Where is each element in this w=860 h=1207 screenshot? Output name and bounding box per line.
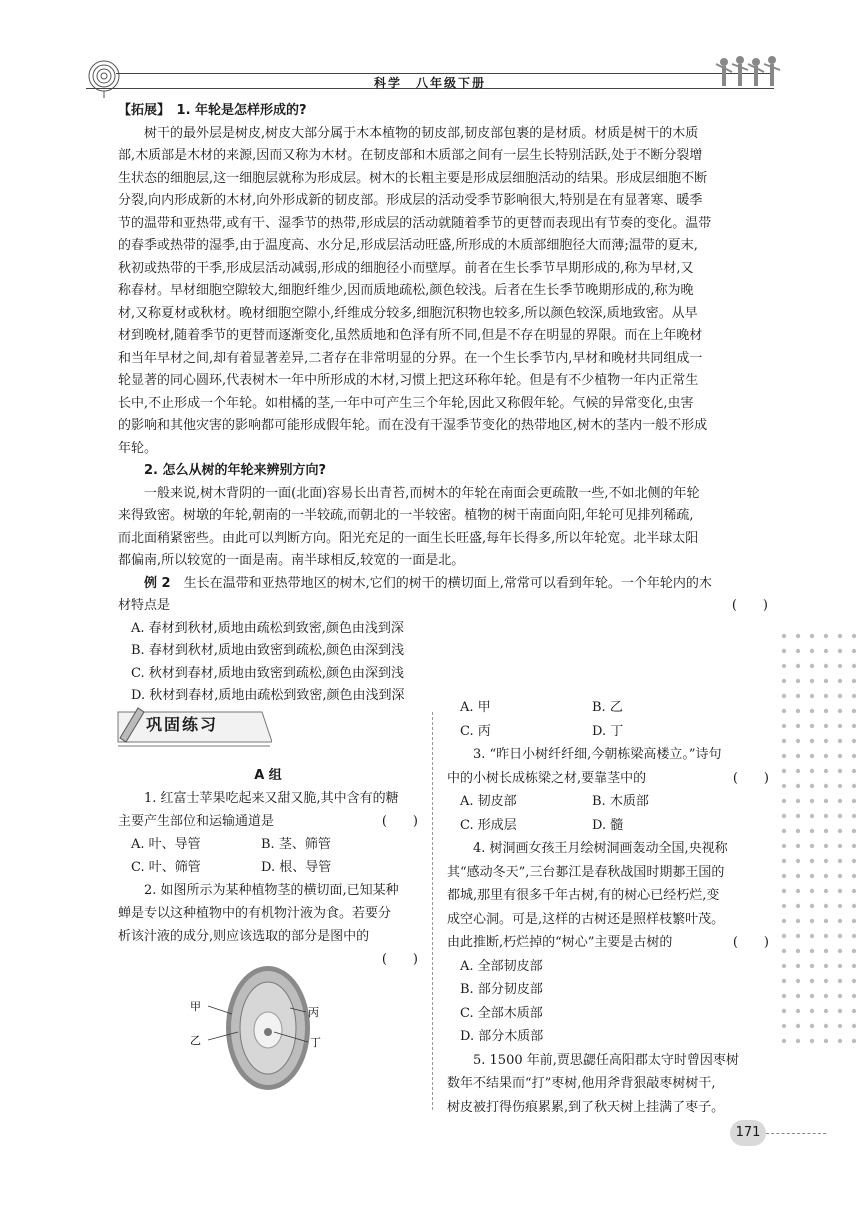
decorative-dot — [838, 634, 842, 638]
decorative-dot — [824, 844, 828, 848]
q4-option-d: D. 部分木质部 — [460, 1029, 544, 1044]
decorative-dot — [852, 649, 856, 653]
decorative-dot — [824, 679, 828, 683]
extension-q1-line: 树干的最外层是树皮,树皮大部分属于木本植物的韧皮部,韧皮部包裹的是材质。材质是树干的木质 — [144, 125, 699, 141]
decorative-dot — [838, 649, 842, 653]
decorative-dot — [810, 949, 814, 953]
q5-stem: 5. 1500 年前,贾思勰任高阳郡太守时曾因枣树 — [473, 1052, 739, 1068]
decorative-dot — [782, 1024, 786, 1028]
q2-options-row — [447, 720, 769, 744]
decorative-dot — [782, 694, 786, 698]
decorative-dot — [852, 1024, 856, 1028]
extension-q2-line: 都偏南,所以较宽的一面是南。南半球相反,较宽的一面是北。 — [118, 553, 465, 568]
decorative-dot — [824, 904, 828, 908]
decorative-dot — [824, 784, 828, 788]
decorative-dot — [810, 754, 814, 758]
practice-section-title: 巩固练习 — [146, 715, 219, 734]
extension-label: 【拓展】 — [118, 103, 164, 118]
example2-stem-line2: 材特点是 ( ) — [118, 595, 768, 618]
practice-right-column — [447, 696, 769, 1119]
decorative-dot — [782, 889, 786, 893]
q2-stem: 蝉是专以这种植物中的有机物汁液为食。若要分 — [118, 906, 392, 921]
extension-q1-line: 节的温带和亚热带,或有干、湿季节的热带,形成层的活动就随着季节的更替而表现出有节奏的变化。温带 — [118, 215, 712, 231]
decorative-dot — [824, 814, 828, 818]
decorative-dot — [782, 649, 786, 653]
decorative-dot — [796, 694, 800, 698]
stem-cross-section-figure — [186, 962, 336, 1096]
q3-option-c: C. 形成层 — [460, 817, 517, 833]
decorative-dot — [796, 964, 800, 968]
decorative-dot — [838, 814, 842, 818]
decorative-dot — [796, 649, 800, 653]
q5-stem: 树皮被打得伤痕累累,到了秋天树上挂满了枣子。 — [447, 1099, 725, 1115]
decorative-dot — [782, 829, 786, 833]
decorative-dot — [824, 889, 828, 893]
decorative-dot — [810, 994, 814, 998]
decorative-dot — [838, 1024, 842, 1028]
decorative-dot — [810, 634, 814, 638]
decorative-dot — [852, 679, 856, 683]
q1-option-a: A. 叶、导管 — [131, 837, 201, 852]
decorative-dot — [824, 934, 828, 938]
decorative-dot — [810, 724, 814, 728]
decorative-dot — [852, 769, 856, 773]
extension-q2-line: 一般来说,树木背阴的一面(北面)容易长出青苔,而树木的年轮在南面会更疏散一些,不如北侧的年轮 — [144, 485, 700, 501]
decorative-dot — [796, 769, 800, 773]
example2-option-a: A. 春材到秋材,质地由疏松到致密,颜色由浅到深 — [131, 620, 404, 636]
extension-q1-line: 材,又称夏材或秋材。晚材细胞空隙小,纤维成分较多,细胞沉积物也较多,所以颜色较深,质地致密。从早 — [118, 305, 698, 321]
decorative-dot — [782, 844, 786, 848]
decorative-dot — [810, 1039, 814, 1043]
decorative-dot — [824, 754, 828, 758]
decorative-dot — [810, 649, 814, 653]
figure-label-yi: 乙 — [190, 1034, 201, 1047]
decorative-dot — [796, 919, 800, 923]
group-a-heading: A 组 — [254, 768, 282, 783]
decorative-dot — [824, 829, 828, 833]
q4-option-a: A. 全部韧皮部 — [460, 958, 543, 974]
decorative-dot — [782, 724, 786, 728]
decorative-dot — [796, 934, 800, 938]
decorative-dot — [838, 904, 842, 908]
q1-options-row — [118, 856, 418, 879]
decorative-dot — [852, 754, 856, 758]
decorative-dot — [838, 919, 842, 923]
decorative-dot — [838, 754, 842, 758]
decorative-dot — [796, 799, 800, 803]
extension-q1-line: 称春材。早材细胞空隙较大,细胞纤维少,因而质地疏松,颜色较浅。后者在生长季节晚期形成的,称为晚 — [118, 283, 694, 298]
decorative-dot — [824, 739, 828, 743]
decorative-dot — [852, 874, 856, 878]
decorative-dot — [796, 634, 800, 638]
extension-q1-line: 年轮。 — [118, 440, 158, 456]
decorative-dot — [852, 964, 856, 968]
practice-left-column — [118, 764, 418, 971]
decorative-dot — [838, 679, 842, 683]
extension-q1-line: 长中,不止形成一个年轮。如柑橘的茎,一年中可产生三个年轮,因此又称假年轮。气候的异常变化,虫害 — [118, 395, 694, 411]
decorative-dot — [810, 799, 814, 803]
q2-option-d: D. 丁 — [592, 723, 624, 739]
decorative-dot — [852, 904, 856, 908]
decorative-dot — [852, 919, 856, 923]
decorative-dot — [810, 784, 814, 788]
q3-option-a: A. 韧皮部 — [460, 794, 517, 809]
decorative-dot — [810, 964, 814, 968]
q2-stem: 2. 如图所示为某种植物茎的横切面,已知某种 — [144, 883, 399, 898]
decorative-dot — [852, 814, 856, 818]
decorative-dot — [852, 1009, 856, 1013]
decorative-dot — [782, 874, 786, 878]
decorative-dot — [838, 889, 842, 893]
decorative-dot — [796, 664, 800, 668]
decorative-dot — [838, 934, 842, 938]
decorative-dot — [796, 994, 800, 998]
figure-label-jia: 甲 — [190, 1000, 201, 1013]
decorative-dot — [796, 814, 800, 818]
decorative-dot — [782, 919, 786, 923]
answer-bracket: ( ) — [381, 952, 418, 967]
decorative-dot — [796, 1039, 800, 1043]
decorative-dot — [796, 1009, 800, 1013]
q3-stem: 3. “昨日小树纤纤细,今朝栋梁高楼立。”诗句 — [473, 747, 722, 762]
decorative-dot — [782, 769, 786, 773]
decorative-dot — [782, 1009, 786, 1013]
extension-q1-line: 分裂,向内形成新的木材,向外形成新的韧皮部。形成层的活动受季节影响很大,特别是在有显著寒、暖季 — [118, 193, 703, 208]
decorative-dot — [810, 874, 814, 878]
decorative-dot — [838, 949, 842, 953]
decorative-dot — [782, 994, 786, 998]
decorative-dot — [782, 799, 786, 803]
extension-section — [118, 100, 768, 708]
decorative-dot — [852, 949, 856, 953]
decorative-dot — [852, 634, 856, 638]
extension-q2-title: 2. 怎么从树的年轮来辨别方向? — [144, 463, 327, 478]
decorative-dot — [782, 979, 786, 983]
decorative-dot — [852, 844, 856, 848]
decorative-dot — [782, 679, 786, 683]
decorative-dot — [796, 679, 800, 683]
q3-options-row — [447, 790, 769, 814]
example2-option-c: C. 秋材到春材,质地由致密到疏松,颜色由深到浅 — [131, 665, 405, 681]
decorative-dot — [852, 739, 856, 743]
decorative-dot — [852, 694, 856, 698]
decorative-dot — [796, 724, 800, 728]
extension-q1-line: 的春季或热带的湿季,由于温度高、水分足,形成层活动旺盛,所形成的木质部细胞径大而薄;温带的夏末, — [118, 238, 698, 253]
decorative-dot — [796, 709, 800, 713]
decorative-dot — [810, 919, 814, 923]
decorative-dot — [796, 844, 800, 848]
decorative-dot — [810, 1009, 814, 1013]
q2-option-b: B. 乙 — [592, 700, 623, 715]
answer-bracket: ( ) — [732, 770, 769, 786]
decorative-dot — [796, 754, 800, 758]
decorative-dot — [796, 1024, 800, 1028]
extension-q1-line: 和当年早材之间,却有着显著差异,二者存在非常明显的分界。在一个生长季节内,早材和晚材共同组成一 — [118, 350, 703, 366]
people-figures-icon — [714, 54, 790, 94]
q3-option-b: B. 木质部 — [592, 794, 649, 809]
decorative-dot — [838, 859, 842, 863]
decorative-dot — [810, 979, 814, 983]
decorative-dot — [838, 994, 842, 998]
q4-option-b: B. 部分韧皮部 — [460, 982, 543, 997]
decorative-dot — [852, 994, 856, 998]
extension-q1-line: 轮显著的同心圆环,代表树木一年中所形成的木材,习惯上把这环称年轮。但是有不少植物一年内正常生 — [118, 373, 699, 388]
q3-options-row — [447, 814, 769, 838]
decorative-dot — [796, 859, 800, 863]
extension-q1-heading — [118, 100, 768, 123]
page-header — [86, 60, 774, 100]
decorative-dot — [838, 769, 842, 773]
answer-bracket: ( ) — [381, 814, 418, 829]
header-title: 科学 八年级下册 — [373, 76, 486, 90]
example2-option-b: B. 春材到秋材,质地由致密到疏松,颜色由深到浅 — [131, 643, 405, 658]
decorative-dot — [824, 649, 828, 653]
decorative-dot — [824, 964, 828, 968]
decorative-dot — [824, 1039, 828, 1043]
decorative-dot — [824, 949, 828, 953]
decorative-dot — [838, 664, 842, 668]
decorative-dot — [838, 1009, 842, 1013]
decorative-dot — [824, 979, 828, 983]
decorative-dot — [782, 814, 786, 818]
decorative-dot — [782, 934, 786, 938]
extension-q1-line: 材到晚材,随着季节的更替而逐渐变化,虽然质地和色泽有所不同,但是不存在明显的界限。而在上年晚材 — [118, 328, 703, 343]
decorative-dot — [852, 799, 856, 803]
figure-label-bing: 丙 — [308, 1006, 319, 1019]
page-number: 171 — [730, 1120, 766, 1146]
decorative-dot — [824, 709, 828, 713]
example2-label: 例 2 — [144, 575, 171, 591]
decorative-dot — [782, 739, 786, 743]
decorative-dot — [838, 829, 842, 833]
decorative-dot — [838, 694, 842, 698]
decorative-dot — [838, 784, 842, 788]
q4-stem: 都城,那里有很多千年古树,有的树心已经朽烂,变 — [447, 888, 720, 903]
answer-bracket: ( ) — [731, 598, 768, 613]
decorative-dot — [796, 739, 800, 743]
decorative-dot — [796, 904, 800, 908]
decorative-dot — [810, 934, 814, 938]
decorative-dot — [810, 664, 814, 668]
decorative-dot — [824, 724, 828, 728]
decorative-dot — [796, 874, 800, 878]
figure-label-ding: 丁 — [310, 1036, 321, 1049]
decorative-dot — [824, 694, 828, 698]
decorative-dot — [796, 889, 800, 893]
answer-bracket: ( ) — [732, 935, 769, 950]
decorative-dot — [810, 814, 814, 818]
decorative-dot — [782, 664, 786, 668]
decorative-dot — [852, 724, 856, 728]
column-divider — [432, 712, 433, 1110]
q2-option-c: C. 丙 — [460, 723, 491, 739]
decorative-dot — [838, 979, 842, 983]
q1-option-b: B. 茎、筛管 — [261, 837, 331, 852]
decorative-dot — [824, 799, 828, 803]
decorative-dot — [838, 709, 842, 713]
extension-q1-line: 的影响和其他灾害的影响都可能形成假年轮。而在没有干湿季节变化的热带地区,树木的茎内一般不形成 — [118, 418, 708, 433]
decorative-dot — [824, 919, 828, 923]
decorative-dot — [810, 859, 814, 863]
decorative-dot — [852, 784, 856, 788]
decorative-dot — [824, 664, 828, 668]
decorative-dot — [852, 859, 856, 863]
decorative-dot — [782, 859, 786, 863]
decorative-dot — [824, 1009, 828, 1013]
decorative-dot — [852, 709, 856, 713]
extension-q2-line: 来得致密。树墩的年轮,朝南的一半较疏,而朝北的一半较密。植物的树干南面向阳,年轮可见排列稀疏, — [118, 508, 694, 523]
decorative-dot — [824, 994, 828, 998]
extension-q1-line: 生状态的细胞层,这一细胞层就称为形成层。树木的长粗主要是形成层细胞活动的结果。形成层细胞不断 — [118, 170, 708, 186]
q2-option-a: A. 甲 — [460, 700, 491, 715]
q4-stem-last: 由此推断,朽烂掉的“树心”主要是古树的 ( ) — [447, 931, 769, 955]
extension-q2-line: 而北面稍紧密些。由此可以判断方向。阳光充足的一面生长旺盛,每年长得多,所以年轮宽。北半球太阳 — [118, 530, 699, 546]
decorative-dot — [852, 889, 856, 893]
decorative-dot — [782, 949, 786, 953]
decorative-dot — [838, 724, 842, 728]
decorative-dot — [810, 904, 814, 908]
decorative-dot — [810, 709, 814, 713]
decorative-dot — [796, 979, 800, 983]
decorative-dot — [838, 964, 842, 968]
decorative-dot — [782, 964, 786, 968]
decorative-dot — [782, 904, 786, 908]
decorative-dot — [782, 634, 786, 638]
q5-stem: 数年不结果而“打”枣树,他用斧背狠敲枣树树干, — [447, 1076, 716, 1091]
extension-q1-line: 部,木质部是木材的来源,因而又称为木材。在韧皮部和木质部之间有一层生长特别活跃,处于不断分裂增 — [118, 148, 703, 163]
decorative-dot — [824, 634, 828, 638]
q1-options-row — [118, 833, 418, 856]
decorative-dot — [824, 769, 828, 773]
decorative-dot — [852, 1039, 856, 1043]
decorative-dot — [782, 1039, 786, 1043]
decorative-dot — [782, 784, 786, 788]
decorative-dot — [852, 934, 856, 938]
example2-stem: 例 2 生长在温带和亚热带地区的树木,它们的树干的横切面上,常常可以看到年轮。一个年轮内的木 — [144, 575, 712, 591]
decorative-dot — [810, 829, 814, 833]
decorative-dot — [782, 709, 786, 713]
decorative-dot — [852, 979, 856, 983]
q1-option-c: C. 叶、筛管 — [131, 860, 201, 875]
decorative-dot — [796, 784, 800, 788]
q2-stem: 析该汁液的成分,则应该选取的部分是图中的 — [118, 929, 370, 944]
q3-option-d: D. 髓 — [592, 817, 624, 833]
example2-option-d: D. 秋材到春材,质地由疏松到致密,颜色由浅到深 — [131, 688, 405, 703]
decorative-dot — [824, 1024, 828, 1028]
decorative-dot — [838, 1039, 842, 1043]
decorative-dot — [852, 664, 856, 668]
decorative-dot — [796, 949, 800, 953]
decorative-dot — [824, 859, 828, 863]
decorative-dot — [838, 844, 842, 848]
q2-options-row — [447, 696, 769, 720]
decorative-dot — [810, 1024, 814, 1028]
q1-option-d: D. 根、导管 — [261, 860, 332, 875]
decorative-dot — [838, 874, 842, 878]
decorative-dot — [810, 769, 814, 773]
decorative-dot — [782, 754, 786, 758]
decorative-dot — [796, 829, 800, 833]
decorative-dot — [810, 889, 814, 893]
page-number-rule — [766, 1133, 826, 1134]
q4-stem: 其“感动冬天”,三台郪江是春秋战国时期郪王国的 — [447, 864, 725, 880]
decorative-dot — [824, 874, 828, 878]
decorative-dot — [810, 694, 814, 698]
q4-option-c: C. 全部木质部 — [460, 1005, 543, 1021]
extension-q1-line: 秋初或热带的干季,形成层活动减弱,形成的细胞径小而壁厚。前者在生长季节早期形成的,称为早材,又 — [118, 260, 694, 276]
decorative-dot — [852, 829, 856, 833]
q3-stem-line2: 中的小树长成栋梁之材,要靠茎中的 ( ) — [447, 767, 769, 791]
q4-stem: 4. 树洞画女孩王月绘树洞画轰动全国,央视称 — [473, 841, 728, 856]
decorative-dot — [810, 679, 814, 683]
decorative-dot — [810, 844, 814, 848]
q1-stem: 1. 红富士苹果吃起来又甜又脆,其中含有的糖 — [144, 791, 399, 806]
decorative-dot — [838, 799, 842, 803]
extension-q1-title: 1. 年轮是怎样形成的? — [176, 103, 307, 118]
decorative-dot — [838, 739, 842, 743]
decorative-dot-grid — [778, 630, 860, 1050]
decorative-dot — [810, 739, 814, 743]
q1-stem-line2: 主要产生部位和运输通道是 ( ) — [118, 810, 418, 833]
q4-stem: 成空心洞。可是,这样的古树还是照样枝繁叶茂。 — [447, 911, 725, 927]
